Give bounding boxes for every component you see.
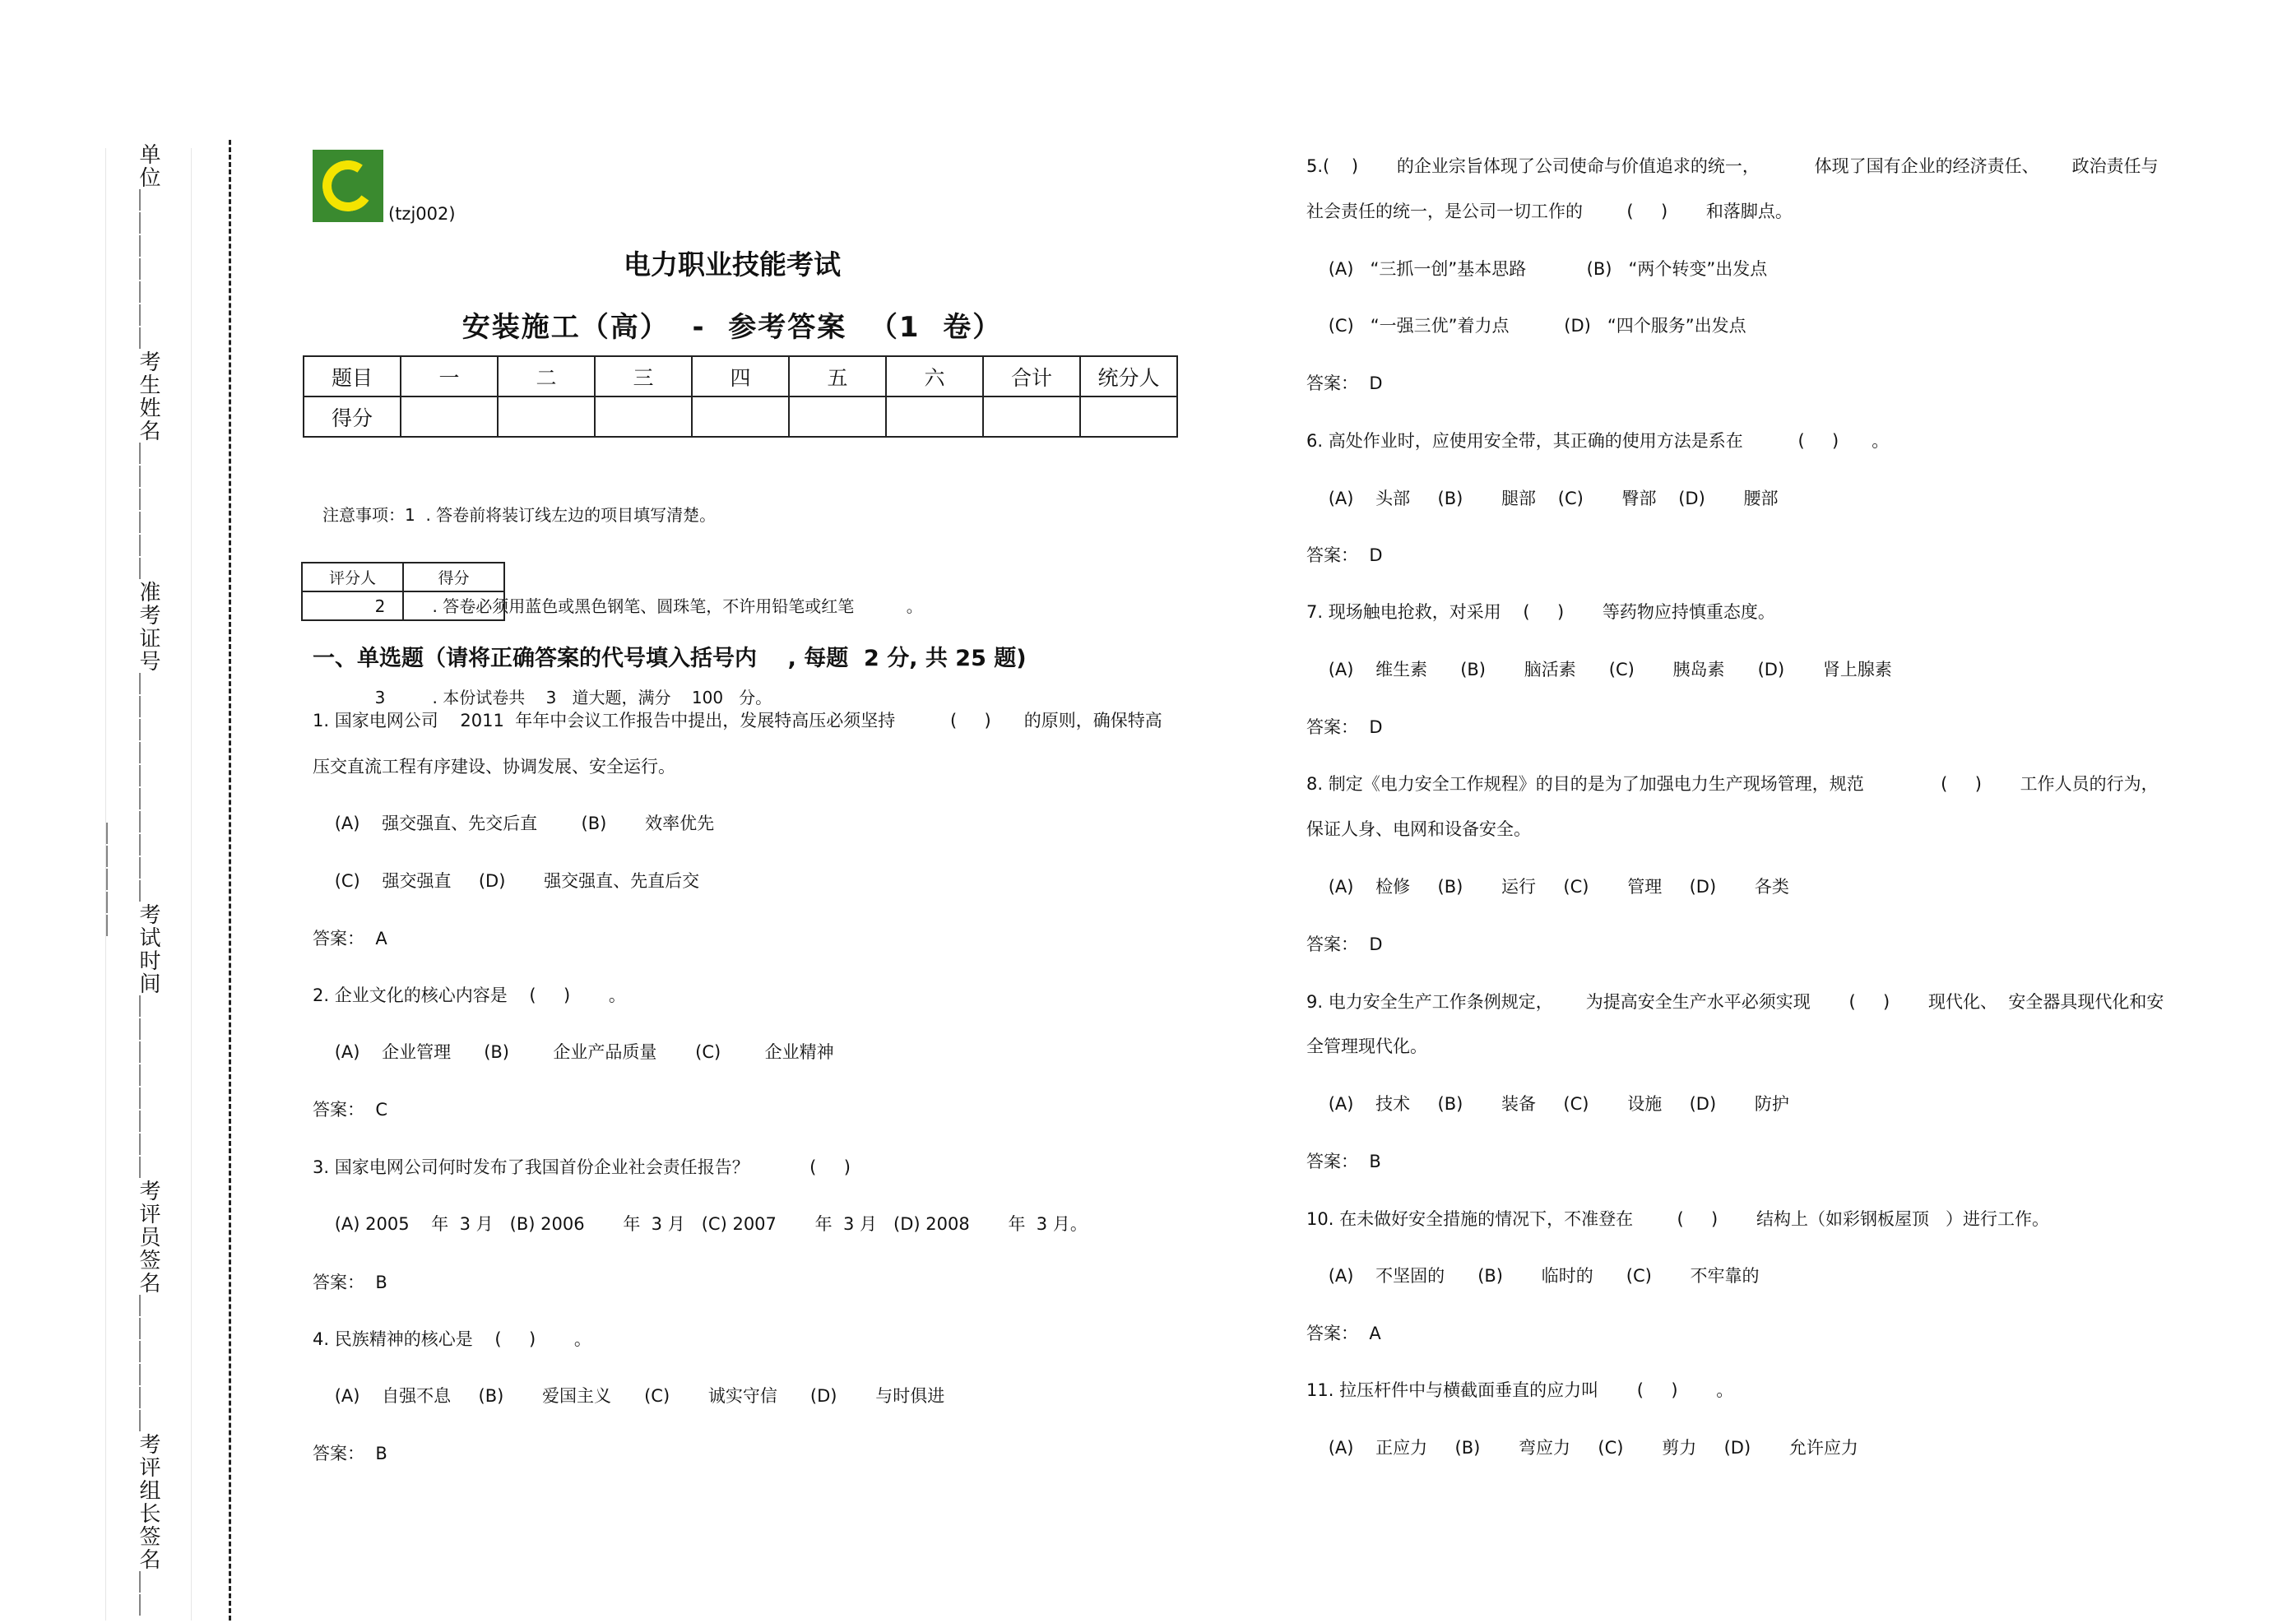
answer-line: 答案： B: [1306, 1152, 1381, 1171]
exam-title: 电力职业技能考试: [624, 248, 841, 281]
question-line: 11. 拉压杆件中与横截面垂直的应力叫 ( ) 。: [1306, 1380, 1734, 1400]
answer-line: 答案： A: [313, 929, 387, 948]
score-header-cell: 五: [789, 356, 886, 396]
question-line: 社会责任的统一，是公司一切工作的 ( ) 和落脚点。: [1306, 202, 1793, 221]
note-line: 注意事项：1 . 答卷前将装订线左边的项目填写清楚。: [322, 505, 717, 525]
score-cell: [789, 396, 886, 437]
score-cell: [401, 396, 498, 437]
paper-code: (tzj002): [388, 204, 456, 224]
section-title: 一、单选题（请将正确答案的代号填入括号内 , 每题 2 分, 共 25 题): [313, 646, 1027, 671]
option-line: (A) 检修 (B) 运行 (C) 管理 (D) 各类: [1306, 877, 1789, 897]
question-line: 1. 国家电网公司 2011 年年中会议工作报告中提出，发展特高压必须坚持 ( ) 的原则，确保特高: [313, 711, 1162, 730]
score-row-label: 得分: [304, 396, 401, 437]
question-line: 全管理现代化。: [1306, 1036, 1427, 1056]
company-logo-icon: [313, 150, 383, 222]
grader-table: [301, 562, 505, 621]
score-header-cell: 统分人: [1080, 356, 1177, 396]
answer-line: 答案： C: [313, 1100, 388, 1120]
score-header-cell: 一: [401, 356, 498, 396]
answer-line: 答案： A: [1306, 1324, 1381, 1343]
score-header-cell: 二: [498, 356, 595, 396]
score-header-cell: 六: [886, 356, 983, 396]
grader-cell: [302, 591, 403, 620]
question-line: 保证人身、电网和设备安全。: [1306, 819, 1531, 839]
score-cell: [1080, 396, 1177, 437]
note-line: 3 . 本份试卷共 3 道大题，满分 100 分。: [322, 688, 772, 707]
question-line: 6. 高处作业时，应使用安全带，其正确的使用方法是系在 ( ) 。: [1306, 431, 1890, 451]
option-line: (A) 头部 (B) 腿部 (C) 臀部 (D) 腰部: [1306, 489, 1779, 508]
question-line: 10. 在未做好安全措施的情况下，不准登在 ( ) 结构上（如彩钢板屋顶 ）进行工作。: [1306, 1209, 2049, 1229]
question-line: 5.( ) 的企业宗旨体现了公司使命与价值追求的统一， 体现了国有企业的经济责任、 政治责任与: [1306, 156, 2159, 176]
option-line: (C) “一强三优”着力点 (D) “四个服务”出发点: [1306, 316, 1746, 336]
option-line: (A) 技术 (B) 装备 (C) 设施 (D) 防护: [1306, 1094, 1789, 1114]
option-line: (A) 2005 年 3 月 (B) 2006 年 3 月 (C) 2007 年 3 月 (D) 2008 年 3 月。: [313, 1214, 1088, 1234]
answer-line: 答案： D: [1306, 373, 1383, 393]
binding-fold-line: [229, 140, 231, 1621]
score-header-cell: 合计: [983, 356, 1080, 396]
answer-line: 答案： B: [313, 1444, 387, 1463]
score-header-cell: 三: [595, 356, 692, 396]
question-line: 4. 民族精神的核心是 ( ) 。: [313, 1329, 591, 1349]
option-line: (A) 企业管理 (B) 企业产品质量 (C) 企业精神: [313, 1042, 834, 1062]
score-cell: [498, 396, 595, 437]
margin-guide-line: [191, 148, 192, 1621]
answer-line: 答案： D: [1306, 545, 1383, 565]
option-line: (C) 强交强直 (D) 强交强直、先直后交: [313, 871, 700, 891]
binding-text: 单位＿＿＿＿＿＿＿考生姓名＿＿＿＿＿＿准考证号＿＿＿＿＿＿＿＿＿＿考试时间＿＿＿＿＿＿＿＿考评员签名＿＿＿＿＿＿考评组长签名＿＿＿＿＿＿＿: [103, 143, 160, 1617]
question-line: 3. 国家电网公司何时发布了我国首份企业社会责任报告？ ( ): [313, 1157, 851, 1177]
exam-subtitle: 安装施工（高） - 参考答案 （1 卷）: [462, 311, 1003, 344]
option-line: (A) “三抓一创”基本思路 (B) “两个转变”出发点: [1306, 259, 1768, 279]
score-table: [303, 355, 1178, 438]
option-line: (A) 不坚固的 (B) 临时的 (C) 不牢靠的: [1306, 1266, 1760, 1286]
grader-cell: [403, 591, 504, 620]
grader-header-cell: 得分: [403, 563, 504, 591]
option-line: (A) 强交强直、先交后直 (B) 效率优先: [313, 814, 715, 833]
score-cell: [692, 396, 789, 437]
grader-header-cell: 评分人: [302, 563, 403, 591]
margin-guide-line: [105, 148, 106, 1621]
answer-line: 答案： D: [1306, 717, 1383, 737]
score-cell: [983, 396, 1080, 437]
score-header-cell: 题目: [304, 356, 401, 396]
answer-line: 答案： B: [313, 1273, 387, 1292]
option-line: (A) 维生素 (B) 脑活素 (C) 胰岛素 (D) 肾上腺素: [1306, 660, 1892, 679]
binding-margin: [90, 140, 206, 1621]
question-line: 8. 制定《电力安全工作规程》的目的是为了加强电力生产现场管理，规范 ( ) 工作人员的行为，: [1306, 774, 2159, 794]
option-line: (A) 自强不息 (B) 爱国主义 (C) 诚实守信 (D) 与时俱进: [313, 1386, 945, 1406]
question-line: 9. 电力安全生产工作条例规定， 为提高安全生产水平必须实现 ( ) 现代化、 安全器具现代化和安: [1306, 992, 2164, 1012]
answer-line: 答案： D: [1306, 934, 1383, 954]
score-cell: [595, 396, 692, 437]
note-line: 2 . 答卷必须用蓝色或黑色钢笔、圆珠笔，不许用铅笔或红笔 。: [322, 596, 923, 616]
question-line: 2. 企业文化的核心内容是 ( ) 。: [313, 985, 626, 1005]
question-line: 7. 现场触电抢救，对采用 ( ) 等药物应持慎重态度。: [1306, 602, 1775, 622]
option-line: (A) 正应力 (B) 弯应力 (C) 剪力 (D) 允许应力: [1306, 1438, 1858, 1458]
question-line: 压交直流工程有序建设、协调发展、安全运行。: [313, 757, 675, 777]
score-header-cell: 四: [692, 356, 789, 396]
score-cell: [886, 396, 983, 437]
